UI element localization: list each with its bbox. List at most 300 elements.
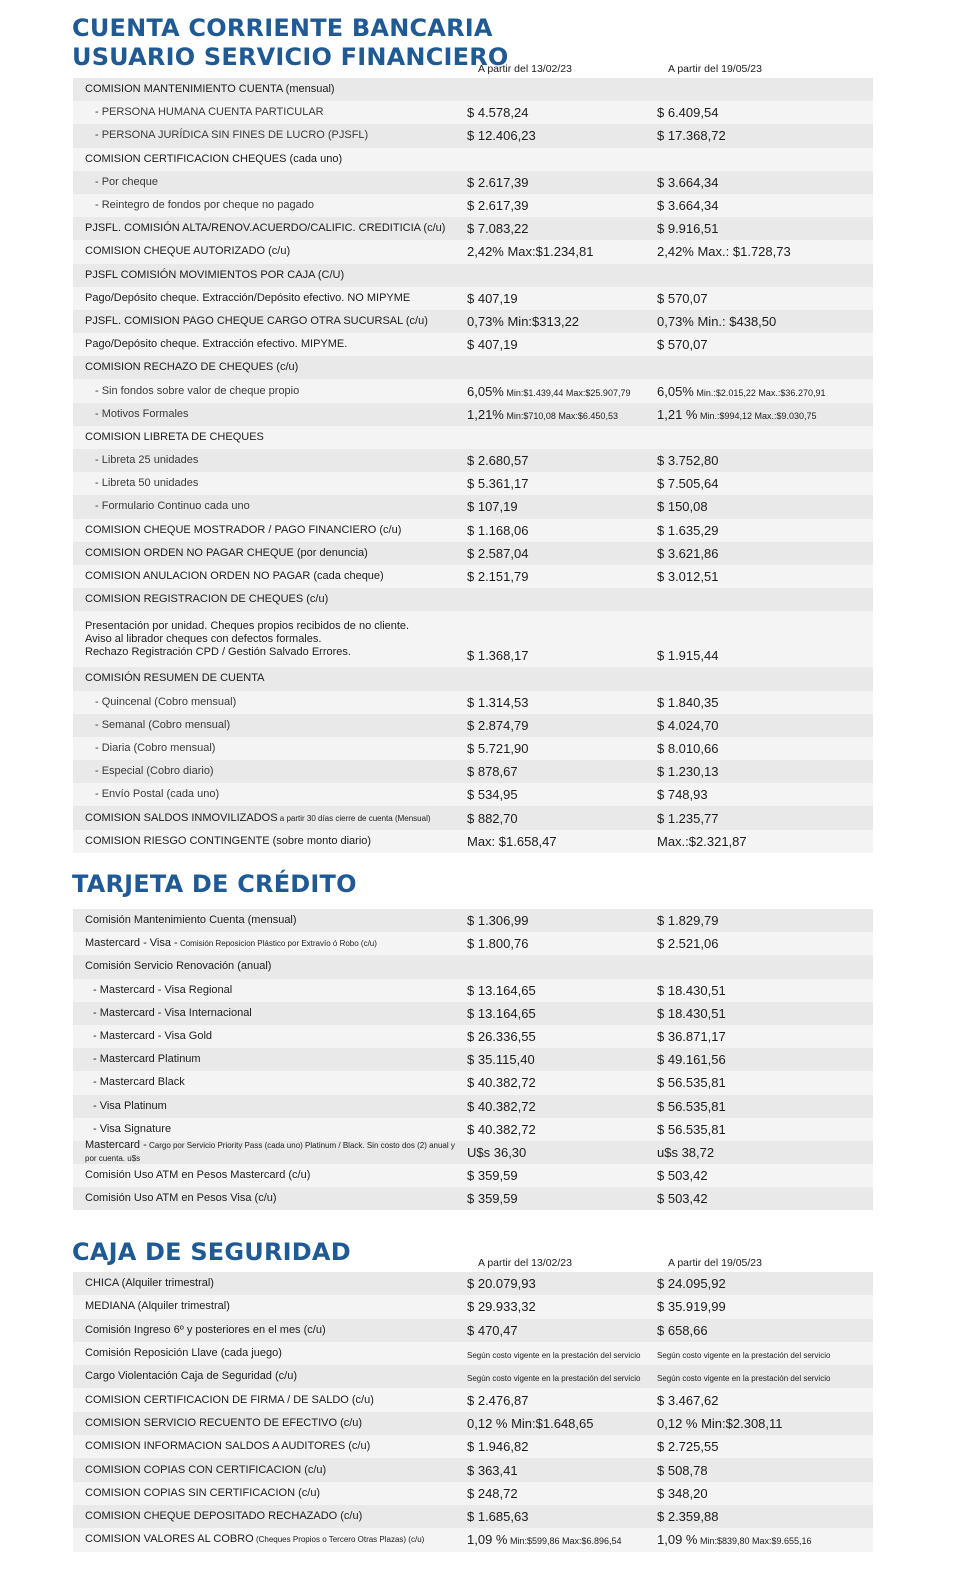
tarjeta-row-label-text: Comisión Mantenimiento Cuenta (mensual) <box>85 914 297 927</box>
caja-row-value-a <box>467 1299 657 1314</box>
tarjeta-value-main: $ 56.535,81 <box>657 1075 726 1091</box>
cuenta-row-value-b <box>657 453 873 468</box>
tarjeta-row-label <box>73 1139 467 1165</box>
cuenta-row-value-b <box>657 569 873 584</box>
caja-row-value-b <box>657 1299 873 1314</box>
cuenta-value-main: Max.:$2.321,87 <box>657 833 747 849</box>
cuenta-value-main: $ 1.368,17 <box>467 648 529 664</box>
cuenta-value-main: 0,73% Min:$313,22 <box>467 313 580 329</box>
cuenta-row-label <box>73 222 467 235</box>
cuenta-value-main: $ 7.083,22 <box>467 221 529 237</box>
caja-value-main: 0,12 % Min:$2.308,11 <box>657 1415 783 1431</box>
caja-row-label-note: (Cheques Propios o Tercero Otras Plazas) (c/u) <box>253 1535 425 1545</box>
caja-value-main: $ 658,66 <box>657 1322 708 1338</box>
cuenta-row-value-b <box>657 718 873 733</box>
caja-row-label <box>73 1370 467 1383</box>
cuenta-row-value-b <box>657 175 873 190</box>
cuenta-row-label <box>73 812 467 825</box>
cuenta-row-label-note: a partir 30 días cierre de cuenta (Mensual) <box>277 813 431 823</box>
cuenta-row <box>73 379 873 402</box>
caja-value-main: $ 1.685,63 <box>467 1509 529 1525</box>
cuenta-row <box>73 78 873 101</box>
caja-row-label <box>73 1464 467 1477</box>
caja-row-label <box>73 1347 467 1360</box>
cuenta-row-label-text: COMISION LIBRETA DE CHEQUES <box>85 430 264 443</box>
cuenta-row <box>73 588 873 611</box>
cuenta-row <box>73 691 873 714</box>
tarjeta-value-main: $ 18.430,51 <box>657 982 726 998</box>
tarjeta-row-value-a <box>467 1052 657 1067</box>
cuenta-row-label-text: COMISION MANTENIMIENTO CUENTA (mensual) <box>85 83 335 96</box>
caja-row-label-text: Cargo Violentación Caja de Seguridad (c/u) <box>85 1370 297 1383</box>
cuenta-row-label <box>73 338 467 351</box>
cuenta-row-label-text: COMISION RECHAZO DE CHEQUES (c/u) <box>85 361 299 374</box>
cuenta-row <box>73 542 873 565</box>
tarjeta-row-label-text: - Mastercard - Visa Internacional <box>93 1006 252 1019</box>
cuenta-row <box>73 148 873 171</box>
cuenta-row-value-b <box>657 221 873 236</box>
cuenta-row-label-text: COMISION REGISTRACION DE CHEQUES (c/u) <box>85 593 329 606</box>
cuenta-row-label <box>73 835 467 848</box>
cuenta-value-main: $ 3.664,34 <box>657 174 719 190</box>
tarjeta-row-label <box>73 1169 467 1182</box>
tarjeta-row-value-a <box>467 1145 657 1160</box>
tarjeta-value-main: $ 26.336,55 <box>467 1029 536 1045</box>
cuenta-row-label-text: - Motivos Formales <box>95 407 189 420</box>
cuenta-row-label-text: Pago/Depósito cheque. Extracción/Depósito efectivo. NO MIPYME <box>85 291 411 304</box>
caja-row-value-b <box>657 1276 873 1291</box>
cuenta-row-label <box>73 593 467 606</box>
cuenta-title-line1: CUENTA CORRIENTE BANCARIA <box>72 14 493 42</box>
cuenta-row-label-text: COMISIÓN RESUMEN DE CUENTA <box>85 672 265 685</box>
cuenta-row <box>73 737 873 760</box>
cuenta-row-label <box>73 500 467 513</box>
cuenta-row-label-text: COMISION CHEQUE MOSTRADOR / PAGO FINANCIERO (c/u) <box>85 523 402 536</box>
cuenta-row-value-a <box>467 105 657 120</box>
cuenta-row-label <box>73 477 467 490</box>
caja-row-label-text: Comisión Ingreso 6º y posteriores en el mes (c/u) <box>85 1323 326 1336</box>
cuenta-row-label <box>73 765 467 778</box>
cuenta-row-label-text: PJSFL COMISIÓN MOVIMIENTOS POR CAJA (C/U) <box>85 268 345 281</box>
tarjeta-row <box>73 1025 873 1048</box>
cuenta-row-value-b <box>657 648 873 667</box>
cuenta-row-value-a <box>467 337 657 352</box>
tarjeta-row-value-b <box>657 1099 873 1114</box>
tarjeta-row <box>73 1164 873 1187</box>
cuenta-row-label-text: PJSFL. COMISIÓN ALTA/RENOV.ACUERDO/CALIFIC. CREDITICIA (c/u) <box>85 222 446 235</box>
cuenta-row-value-b <box>657 741 873 756</box>
caja-row-value-b <box>657 1393 873 1408</box>
tarjeta-row-label <box>73 1123 467 1136</box>
tarjeta-value-main: $ 359,59 <box>467 1191 518 1207</box>
tarjeta-row <box>73 1048 873 1071</box>
cuenta-row-label-line: Aviso al librador cheques con defectos formales. <box>85 632 322 645</box>
cuenta-value-note: Min.:$994,12 Max.:$9.030,75 <box>697 410 817 421</box>
caja-row-value-b <box>657 1416 873 1431</box>
cuenta-row <box>73 333 873 356</box>
caja-row <box>73 1388 873 1411</box>
tarjeta-row-label-note: Cargo por Servicio Priority Pass (cada uno) Platinum / Black. Sin costo dos (2) anual y por cuenta. u$s <box>85 1141 455 1164</box>
cuenta-value-main: $ 1.230,13 <box>657 764 719 780</box>
cuenta-row-value-b <box>657 787 873 802</box>
cuenta-row-label-line: Presentación por unidad. Cheques propios recibidos de no cliente. <box>85 619 410 632</box>
cuenta-row-value-b <box>657 105 873 120</box>
cuenta-row <box>73 171 873 194</box>
cuenta-value-main: $ 1.915,44 <box>657 648 719 664</box>
cuenta-row-label-text: - Formulario Continuo cada uno <box>95 500 250 513</box>
cuenta-row-value-a <box>467 741 657 756</box>
cuenta-row-value-a <box>467 175 657 190</box>
tarjeta-value-main: $ 56.535,81 <box>657 1098 726 1114</box>
tarjeta-value-main: $ 1.800,76 <box>467 936 529 952</box>
caja-row-value-a <box>467 1416 657 1431</box>
caja-row <box>73 1295 873 1318</box>
cuenta-value-main: $ 1.168,06 <box>467 522 529 538</box>
cuenta-value-main: $ 570,07 <box>657 337 708 353</box>
caja-value-main: $ 508,78 <box>657 1462 708 1478</box>
caja-row-label-text: COMISION COPIAS SIN CERTIFICACION (c/u) <box>85 1486 321 1499</box>
tarjeta-value-main: $ 1.829,79 <box>657 913 719 929</box>
cuenta-row-label-text: Pago/Depósito cheque. Extracción efectivo. MIPYME. <box>85 338 348 351</box>
caja-row <box>73 1272 873 1295</box>
tarjeta-value-main: $ 49.161,56 <box>657 1052 726 1068</box>
caja-row-label-text: CHICA (Alquiler trimestral) <box>85 1277 214 1290</box>
cuenta-row-value-b <box>657 337 873 352</box>
cuenta-row-value-b <box>657 244 873 259</box>
tarjeta-row-label-text: - Mastercard - Visa Regional <box>93 983 233 996</box>
caja-value-main: $ 2.476,87 <box>467 1392 529 1408</box>
caja-row-value-b <box>657 1463 873 1478</box>
cuenta-row-label <box>73 176 467 189</box>
cuenta-col-b-header: A partir del 19/05/23 <box>668 63 762 75</box>
cuenta-row-value-b <box>657 523 873 538</box>
tarjeta-row <box>73 932 873 955</box>
cuenta-row-value-b <box>657 834 873 849</box>
tarjeta-row-label-text: Comisión Uso ATM en Pesos Mastercard (c/u) <box>85 1169 311 1182</box>
tarjeta-row-label <box>73 1053 467 1066</box>
tarjeta-row-label <box>73 1007 467 1020</box>
cuenta-row <box>73 472 873 495</box>
tarjeta-value-main: $ 13.164,65 <box>467 1005 536 1021</box>
tarjeta-row-label-text: - Mastercard Platinum <box>93 1053 201 1066</box>
tarjeta-value-main: $ 2.521,06 <box>657 936 719 952</box>
cuenta-row-label-text: COMISION ANULACION ORDEN NO PAGAR (cada cheque) <box>85 570 384 583</box>
cuenta-value-main: $ 3.621,86 <box>657 545 719 561</box>
cuenta-row-label <box>73 106 467 119</box>
caja-value-note: Según costo vigente en la prestación del servicio <box>657 1351 831 1361</box>
tarjeta-value-main: $ 503,42 <box>657 1191 708 1207</box>
cuenta-value-main: $ 407,19 <box>467 337 518 353</box>
tarjeta-row-value-b <box>657 1122 873 1137</box>
caja-value-main: 1,09 % <box>467 1532 508 1548</box>
caja-row-label-text: COMISION CERTIFICACION DE FIRMA / DE SALDO (c/u) <box>85 1393 374 1406</box>
cuenta-row-value-a <box>467 476 657 491</box>
tarjeta-row <box>73 1141 873 1164</box>
cuenta-row-label <box>73 570 467 583</box>
cuenta-row <box>73 287 873 310</box>
caja-row-value-b <box>657 1532 873 1547</box>
tarjeta-row-label <box>73 937 467 950</box>
caja-row <box>73 1365 873 1388</box>
cuenta-row-value-b <box>657 291 873 306</box>
cuenta-row-value-b <box>657 128 873 143</box>
cuenta-value-main: $ 1.314,53 <box>467 694 529 710</box>
tarjeta-row-label-text: - Mastercard Black <box>93 1076 185 1089</box>
tarjeta-row <box>73 909 873 932</box>
tarjeta-row-label-text: Comisión Uso ATM en Pesos Visa (c/u) <box>85 1192 277 1205</box>
cuenta-row-value-b <box>657 198 873 213</box>
cuenta-row-value-b <box>657 695 873 710</box>
cuenta-row-label-text: - Reintegro de fondos por cheque no pagado <box>95 199 314 212</box>
cuenta-row <box>73 240 873 263</box>
caja-row-value-a <box>467 1532 657 1547</box>
cuenta-row <box>73 426 873 449</box>
caja-value-main: 0,12 % Min:$1.648,65 <box>467 1415 594 1431</box>
caja-table <box>73 1272 873 1552</box>
cuenta-value-main: Max: $1.658,47 <box>467 833 557 849</box>
caja-row-label-text: MEDIANA (Alquiler trimestral) <box>85 1300 230 1313</box>
tarjeta-row <box>73 979 873 1002</box>
cuenta-row-value-a <box>467 648 657 667</box>
cuenta-row-value-a <box>467 499 657 514</box>
cuenta-row-label <box>73 696 467 709</box>
tarjeta-row <box>73 955 873 978</box>
cuenta-value-main: $ 1.635,29 <box>657 522 719 538</box>
cuenta-row-label-text: - Quincenal (Cobro mensual) <box>95 695 237 708</box>
cuenta-row-label <box>73 524 467 537</box>
tarjeta-row-label <box>73 914 467 927</box>
cuenta-row <box>73 830 873 853</box>
tarjeta-value-main: $ 18.430,51 <box>657 1005 726 1021</box>
cuenta-row-label-text: - PERSONA HUMANA CUENTA PARTICULAR <box>95 106 324 119</box>
cuenta-row-label <box>73 315 467 328</box>
cuenta-value-main: $ 2.617,39 <box>467 198 529 214</box>
cuenta-row <box>73 194 873 217</box>
cuenta-value-main: 1,21% <box>467 406 504 422</box>
cuenta-row-value-a <box>467 198 657 213</box>
caja-row-value-b <box>657 1369 873 1384</box>
tarjeta-row-value-a <box>467 1168 657 1183</box>
tarjeta-row-value-b <box>657 1145 873 1160</box>
caja-row-value-b <box>657 1486 873 1501</box>
cuenta-row-label <box>73 361 467 374</box>
tarjeta-row-label-text: - Visa Signature <box>93 1122 172 1135</box>
cuenta-row-value-a <box>467 546 657 561</box>
tarjeta-title: TARJETA DE CRÉDITO <box>72 870 357 898</box>
cuenta-row-value-a <box>467 569 657 584</box>
cuenta-row-value-b <box>657 314 873 329</box>
cuenta-value-main: $ 878,67 <box>467 764 518 780</box>
caja-value-main: $ 24.095,92 <box>657 1276 726 1292</box>
cuenta-row <box>73 356 873 379</box>
tarjeta-row-value-a <box>467 1029 657 1044</box>
caja-row <box>73 1458 873 1481</box>
cuenta-row <box>73 667 873 690</box>
cuenta-row-value-a <box>467 314 657 329</box>
caja-row <box>73 1435 873 1458</box>
cuenta-row <box>73 519 873 542</box>
cuenta-row-value-a <box>467 453 657 468</box>
caja-row-value-a <box>467 1486 657 1501</box>
cuenta-row-value-b <box>657 811 873 826</box>
cuenta-row-label <box>73 129 467 142</box>
caja-value-main: $ 29.933,32 <box>467 1299 536 1315</box>
cuenta-row-value-b <box>657 384 873 399</box>
tarjeta-value-main: U$s 36,30 <box>467 1144 527 1160</box>
tarjeta-value-main: $ 503,42 <box>657 1168 708 1184</box>
tarjeta-row-value-b <box>657 1029 873 1044</box>
cuenta-table <box>73 78 873 853</box>
cuenta-row-value-a <box>467 718 657 733</box>
cuenta-row <box>73 565 873 588</box>
cuenta-value-main: $ 4.024,70 <box>657 717 719 733</box>
cuenta-title-line2: USUARIO SERVICIO FINANCIERO <box>72 43 509 71</box>
cuenta-value-main: $ 1.840,35 <box>657 694 719 710</box>
cuenta-row <box>73 806 873 829</box>
tarjeta-value-main: $ 40.382,72 <box>467 1098 536 1114</box>
caja-row-label <box>73 1394 467 1407</box>
tarjeta-value-main: $ 35.115,40 <box>467 1052 535 1068</box>
cuenta-value-main: $ 2.680,57 <box>467 453 529 469</box>
cuenta-row <box>73 611 873 667</box>
tarjeta-table <box>73 909 873 1210</box>
cuenta-row-label <box>73 153 467 166</box>
cuenta-row-value-a <box>467 384 657 399</box>
cuenta-value-main: 6,05% <box>657 383 694 399</box>
cuenta-row-label <box>73 269 467 282</box>
caja-value-main: $ 363,41 <box>467 1462 518 1478</box>
tarjeta-row-value-a <box>467 936 657 951</box>
cuenta-row <box>73 310 873 333</box>
cuenta-value-main: $ 2.151,79 <box>467 569 529 585</box>
tarjeta-row-label-text: Mastercard - Visa - <box>85 937 178 950</box>
cuenta-value-main: $ 5.361,17 <box>467 476 529 492</box>
caja-row-value-b <box>657 1509 873 1524</box>
tarjeta-row-value-b <box>657 1052 873 1067</box>
cuenta-row-value-a <box>467 407 657 422</box>
cuenta-value-main: $ 407,19 <box>467 290 518 306</box>
cuenta-row <box>73 714 873 737</box>
caja-row-value-a <box>467 1276 657 1291</box>
cuenta-row-label-text: - Diaria (Cobro mensual) <box>95 741 216 754</box>
tarjeta-row-value-b <box>657 1006 873 1021</box>
cuenta-row-label <box>73 719 467 732</box>
cuenta-row-label <box>73 385 467 398</box>
cuenta-row-label-text: COMISION CHEQUE AUTORIZADO (c/u) <box>85 245 291 258</box>
caja-value-main: $ 248,72 <box>467 1485 518 1501</box>
cuenta-row <box>73 101 873 124</box>
cuenta-row-label-text: - Semanal (Cobro mensual) <box>95 718 231 731</box>
cuenta-value-main: $ 2.587,04 <box>467 545 529 561</box>
tarjeta-row-value-b <box>657 1075 873 1090</box>
tarjeta-row-value-b <box>657 913 873 928</box>
cuenta-value-main: $ 5.721,90 <box>467 740 529 756</box>
caja-row <box>73 1482 873 1505</box>
tarjeta-row-label <box>73 984 467 997</box>
caja-row-value-b <box>657 1323 873 1338</box>
cuenta-row-value-a <box>467 244 657 259</box>
cuenta-row-value-a <box>467 787 657 802</box>
cuenta-row-label-text: - PERSONA JURÍDICA SIN FINES DE LUCRO (PJSFL) <box>95 129 369 142</box>
caja-row-label <box>73 1324 467 1337</box>
cuenta-row-value-b <box>657 499 873 514</box>
caja-col-b-header: A partir del 19/05/23 <box>668 1257 762 1269</box>
cuenta-row-label <box>73 788 467 801</box>
cuenta-row-value-a <box>467 221 657 236</box>
tarjeta-row-label <box>73 1192 467 1205</box>
cuenta-row-label <box>73 408 467 421</box>
cuenta-row-label-text: PJSFL. COMISION PAGO CHEQUE CARGO OTRA SUCURSAL (c/u) <box>85 314 428 327</box>
cuenta-value-main: $ 7.505,64 <box>657 476 719 492</box>
cuenta-row-value-b <box>657 476 873 491</box>
caja-row-label-text: COMISION CHEQUE DEPOSITADO RECHAZADO (c/u) <box>85 1510 363 1523</box>
caja-value-main: $ 2.359,88 <box>657 1509 719 1525</box>
caja-value-main: 1,09 % <box>657 1532 698 1548</box>
caja-row <box>73 1528 873 1551</box>
tarjeta-row-value-a <box>467 1191 657 1206</box>
cuenta-row-label-text: - Envío Postal (cada uno) <box>95 788 220 801</box>
tarjeta-value-main: $ 56.535,81 <box>657 1121 726 1137</box>
cuenta-value-main: $ 534,95 <box>467 787 518 803</box>
cuenta-title <box>72 14 509 72</box>
tarjeta-row <box>73 1095 873 1118</box>
cuenta-value-main: $ 17.368,72 <box>657 128 726 144</box>
caja-row-label <box>73 1277 467 1290</box>
cuenta-value-main: $ 3.752,80 <box>657 453 719 469</box>
cuenta-row <box>73 783 873 806</box>
tarjeta-row-label <box>73 1076 467 1089</box>
tarjeta-row-value-a <box>467 913 657 928</box>
cuenta-value-note: Min.:$2.015,22 Max.:$36.270,91 <box>693 387 826 398</box>
caja-value-main: $ 348,20 <box>657 1485 708 1501</box>
cuenta-value-main: $ 150,08 <box>657 499 708 515</box>
cuenta-row-value-a <box>467 523 657 538</box>
tarjeta-row <box>73 1187 873 1210</box>
caja-row <box>73 1505 873 1528</box>
cuenta-row-value-b <box>657 407 873 422</box>
cuenta-value-main: $ 107,19 <box>467 499 518 515</box>
caja-row-label <box>73 1487 467 1500</box>
cuenta-row-label <box>73 620 467 659</box>
cuenta-row-label <box>73 431 467 444</box>
caja-row-value-a <box>467 1323 657 1338</box>
caja-row <box>73 1319 873 1342</box>
tarjeta-row-label-text: Comisión Servicio Renovación (anual) <box>85 960 272 973</box>
tarjeta-row-label-text: - Visa Platinum <box>93 1099 167 1112</box>
tarjeta-value-main: u$s 38,72 <box>657 1144 715 1160</box>
caja-row-value-a <box>467 1393 657 1408</box>
caja-row-value-b <box>657 1439 873 1454</box>
cuenta-row-value-a <box>467 811 657 826</box>
tarjeta-row-value-a <box>467 1075 657 1090</box>
cuenta-row-value-a <box>467 834 657 849</box>
cuenta-row-label-line: Rechazo Registración CPD / Gestión Salvado Errores. <box>85 645 351 658</box>
caja-value-main: $ 35.919,99 <box>657 1299 726 1315</box>
caja-row-label <box>73 1300 467 1313</box>
cuenta-row-label-text: - Especial (Cobro diario) <box>95 765 214 778</box>
caja-value-note: Min:$839,80 Max:$9.655,16 <box>697 1536 812 1547</box>
tarjeta-row-value-a <box>467 1122 657 1137</box>
cuenta-row-label-text: - Libreta 50 unidades <box>95 477 199 490</box>
cuenta-value-main: $ 8.010,66 <box>657 740 719 756</box>
cuenta-row-value-a <box>467 764 657 779</box>
tarjeta-row-value-b <box>657 983 873 998</box>
cuenta-row <box>73 264 873 287</box>
tarjeta-row-value-a <box>467 1099 657 1114</box>
caja-row-value-a <box>467 1463 657 1478</box>
cuenta-col-a-header: A partir del 13/02/23 <box>478 63 572 75</box>
caja-col-a-header: A partir del 13/02/23 <box>478 1257 572 1269</box>
